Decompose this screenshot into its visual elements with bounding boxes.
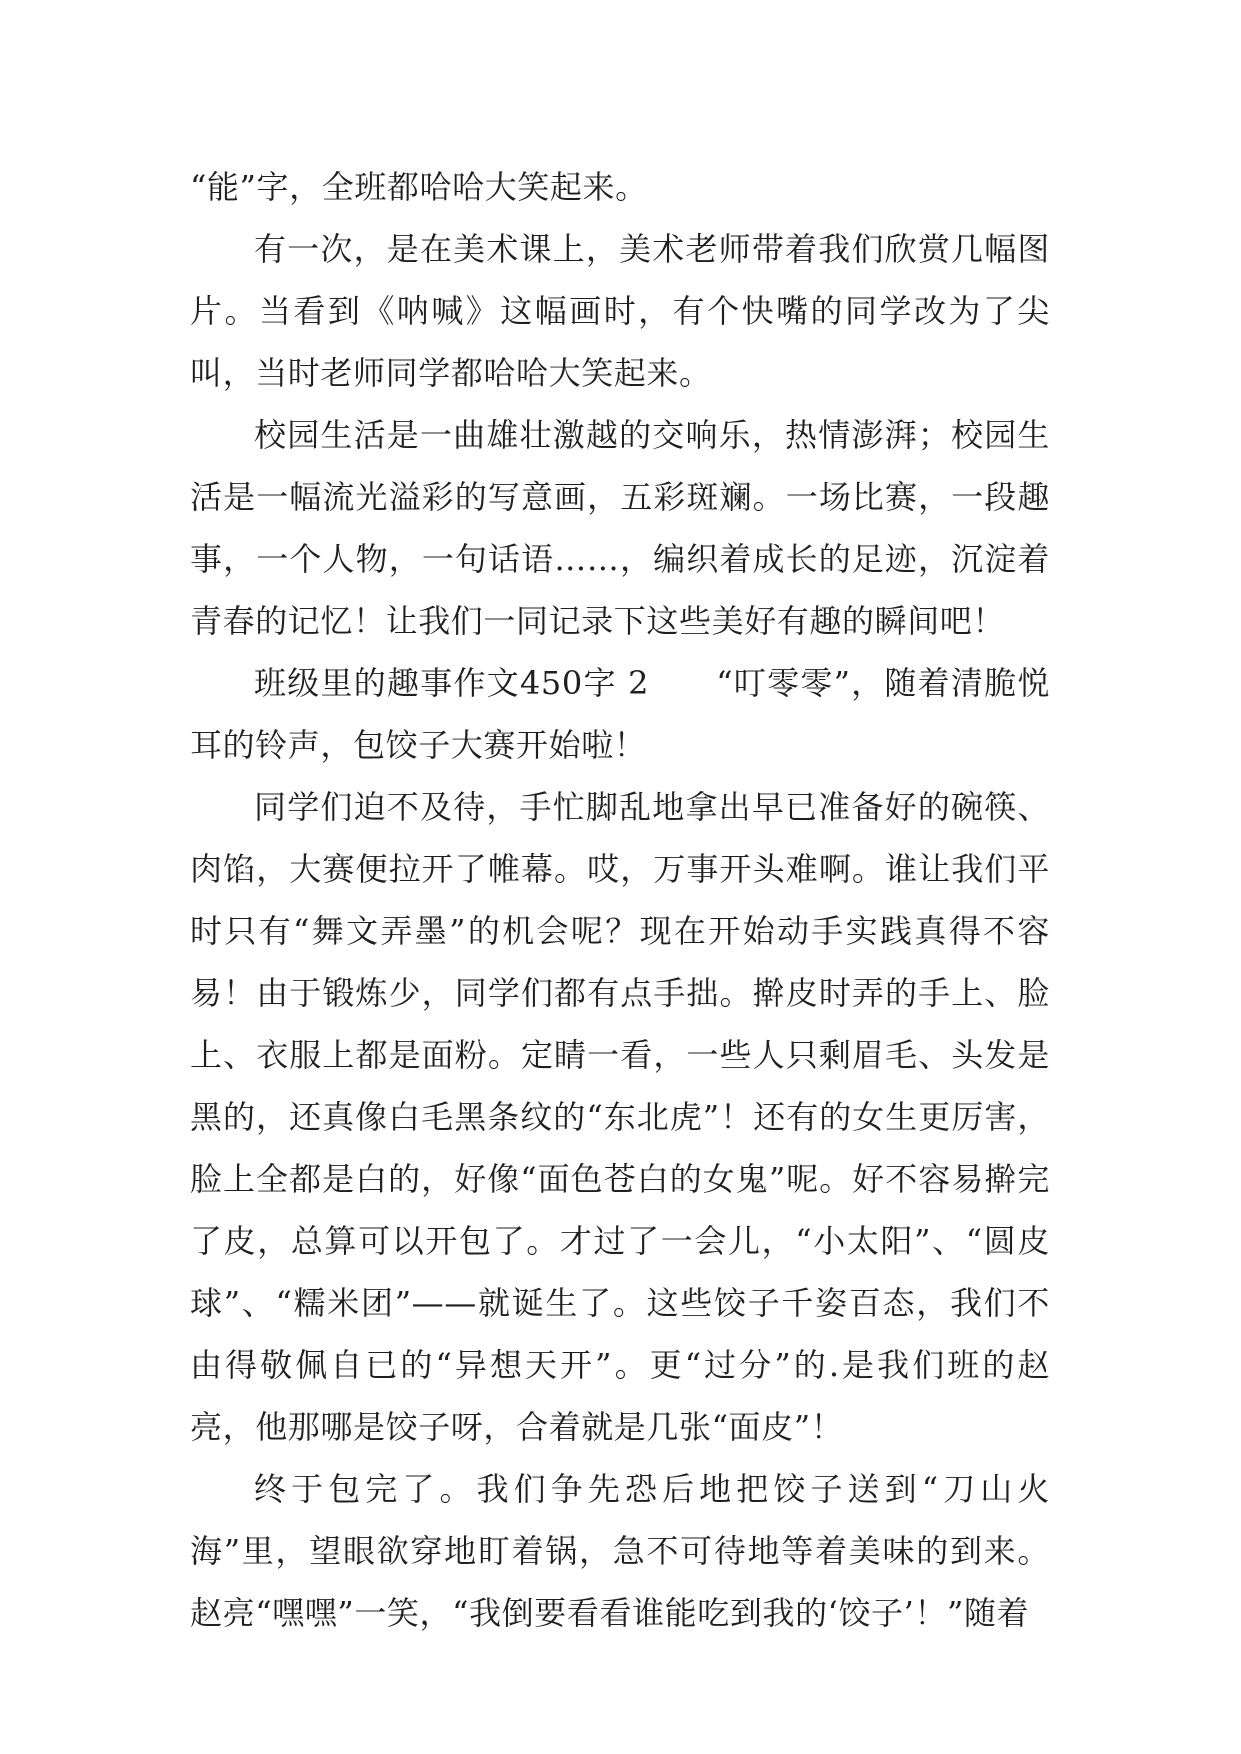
paragraph-1: “能”字，全班都哈哈大笑起来。 [190, 168, 648, 206]
paragraph-2: 有一次，是在美术课上，美术老师带着我们欣赏几幅图片。当看到《呐喊》这幅画时，有个快嘴的同学改为了尖叫，当时老师同学都哈哈大笑起来。 [190, 230, 1050, 392]
paragraph-3: 校园生活是一曲雄壮激越的交响乐，热情澎湃；校园生活是一幅流光溢彩的写意画，五彩斑斓。一场比赛，一段趣事，一个人物，一句话语……，编织着成长的足迹，沉淀着青春的记忆！让我们一同记录下这些美好有趣的瞬间吧！ [190, 416, 1050, 640]
paragraph-5: 同学们迫不及待，手忙脚乱地拿出早已准备好的碗筷、肉馅，大赛便拉开了帷幕。哎，万事开头难啊。谁让我们平时只有“舞文弄墨”的机会呢？现在开始动手实践真得不容易！由于锻炼少，同学们都有点手拙。擀皮时弄的手上、脸上、衣服上都是面粉。定睛一看，一些人只剩眉毛、头发是黑的，还真像白毛黑条纹的“东北虎”！还有的女生更厉害，脸上全都是白的，好像“面色苍白的女鬼”呢。好不容易擀完了皮，总算可以开包了。才过了一会儿，“小太阳”、“圆皮球”、“糯米团”——就诞生了。这些饺子千姿百态，我们不由得敬佩自已的“异想天开”。更“过分”的.是我们班的赵亮，他那哪是饺子呀，合着就是几张“面皮”！ [190, 788, 1050, 1446]
paragraph-4: 班级里的趣事作文450字 2 “叮零零”，随着清脆悦耳的铃声，包饺子大赛开始啦！ [190, 664, 1050, 764]
document-body [190, 156, 1050, 1644]
paragraph-6: 终于包完了。我们争先恐后地把饺子送到“刀山火海”里，望眼欲穿地盯着锅，急不可待地等着美味的到来。赵亮“嘿嘿”一笑，“我倒要看看谁能吃到我的‘饺子’！”随着 [190, 1470, 1050, 1632]
